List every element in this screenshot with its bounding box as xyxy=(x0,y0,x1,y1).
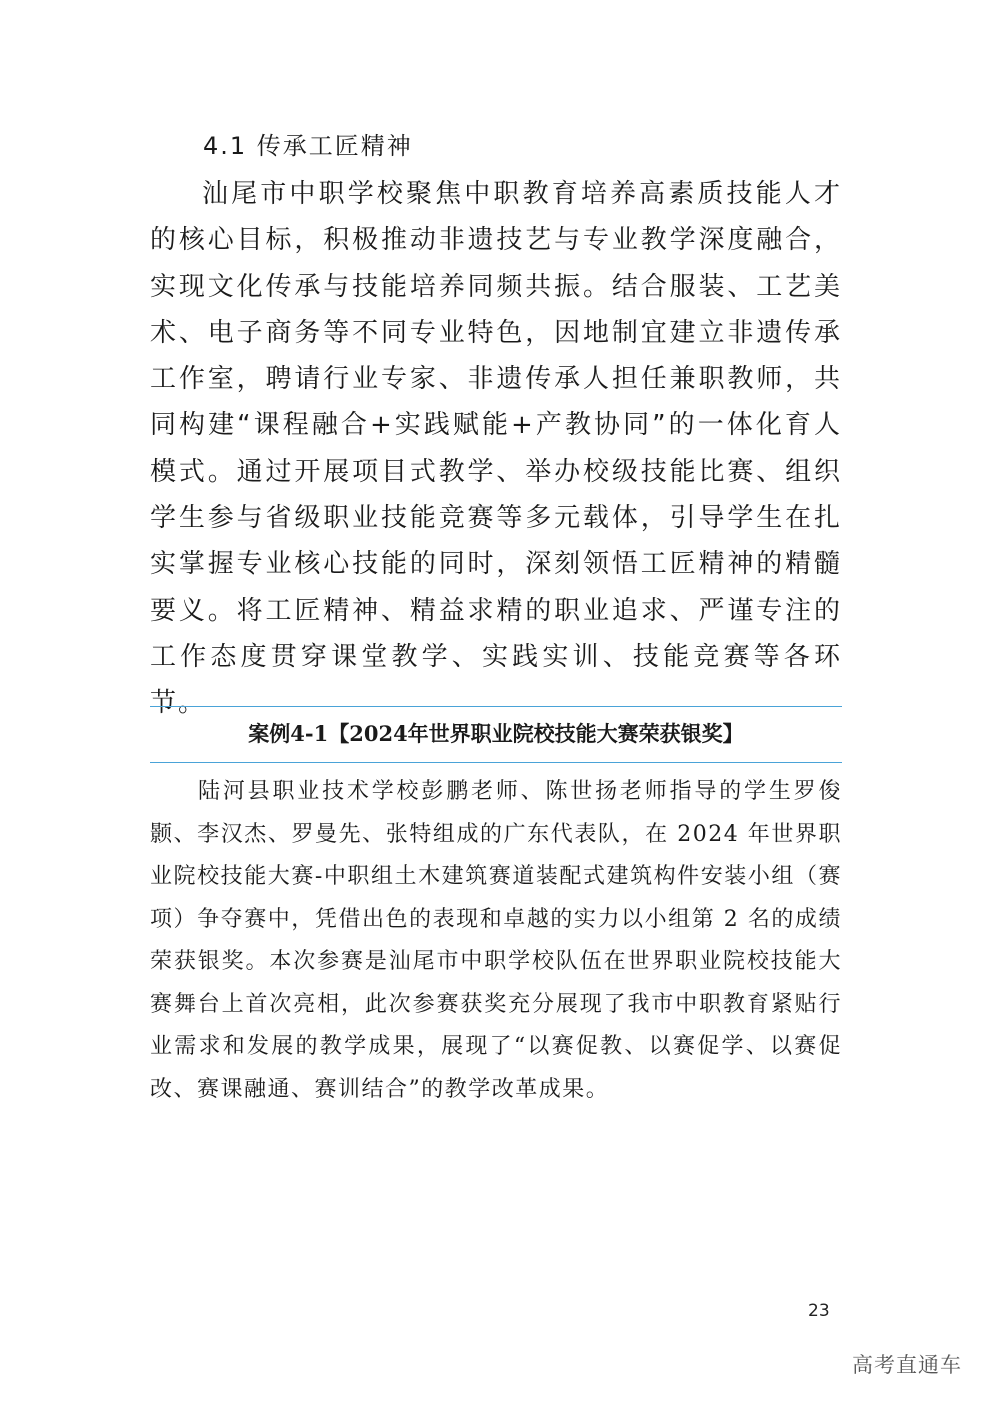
section-heading: 4.1 传承工匠精神 xyxy=(203,132,413,160)
case-title: 案例4-1【2024年世界职业院校技能大赛荣获银奖】 xyxy=(248,721,744,746)
section-paragraph: 汕尾市中职学校聚焦中职教育培养高素质技能人才的核心目标，积极推动非遗技艺与专业教学深度融合，实现文化传承与技能培养同频共振。结合服装、工艺美术、电子商务等不同专业特色，因地制宜建立非遗传承工作室，聘请行业专家、非遗传承人担任兼职教师，共同构建“课程融合+实践赋能+产教协同”的一体化育人模式。通过开展项目式教学、举办校级技能比赛、组织学生参与省级职业技能竞赛等多元载体，引导学生在扎实掌握专业核心技能的同时，深刻领悟工匠精神的精髓要义。将工匠精神、精益求精的职业追求、严谨专注的工作态度贯穿课堂教学、实践实训、技能竞赛等各环节。 xyxy=(150,179,842,719)
case-title-box xyxy=(150,706,842,763)
case-paragraph: 陆河县职业技术学校彭鹏老师、陈世扬老师指导的学生罗俊颢、李汉杰、罗曼先、张特组成的广东代表队，在 2024 年世界职业院校技能大赛-中职组土木建筑赛道装配式建筑构件安装小组（赛项）争夺赛中，凭借出色的表现和卓越的实力以小组第 2 名的成绩荣获银奖。本次参赛是汕尾市中职学校队伍在世界职业院校技能大赛舞台上首次亮相，此次参赛获奖充分展现了我市中职教育紧贴行业需求和发展的教学成果，展现了“以赛促教、以赛促学、以赛促改、赛课融通、赛训结合”的教学改革成果。 xyxy=(150,779,842,1102)
page-number: 23 xyxy=(808,1301,830,1321)
watermark: 高考直通车 xyxy=(852,1353,962,1377)
